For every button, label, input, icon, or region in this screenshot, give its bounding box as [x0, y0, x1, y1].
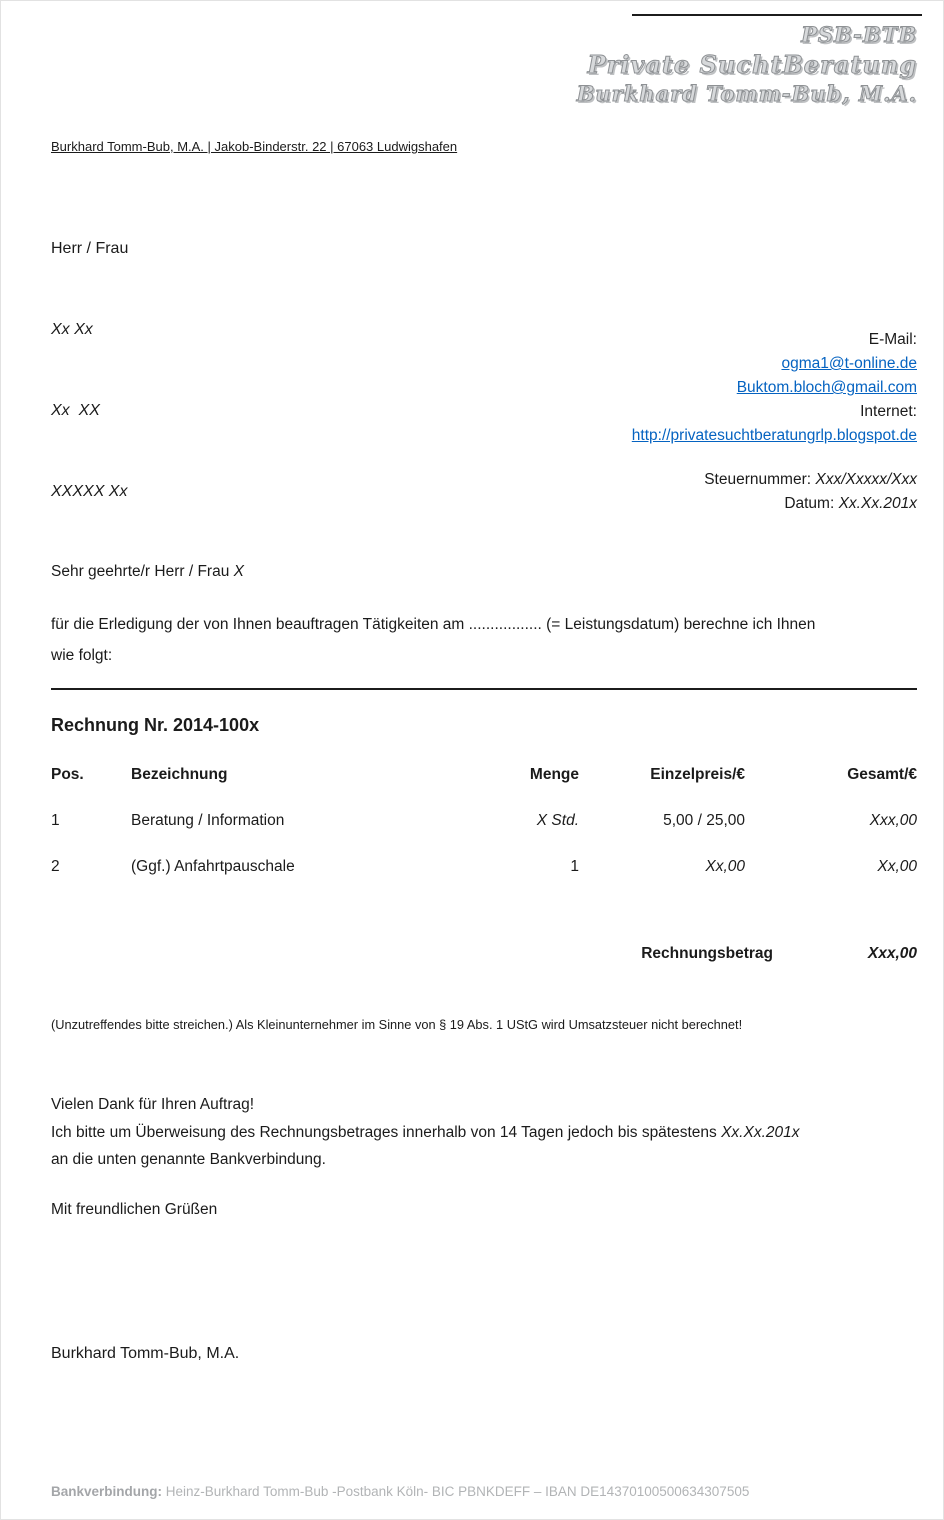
row2-bezeichnung: (Ggf.) Anfahrtpauschale: [131, 858, 295, 875]
email-line-2: [632, 376, 917, 400]
row1-menge: X Std.: [536, 812, 579, 829]
bank-details-footer: [51, 1484, 749, 1499]
tax-number-label: Steuernummer:: [704, 471, 812, 488]
recipient-street-placeholder: Xx XX: [51, 402, 100, 419]
email-link-primary[interactable]: ogma1@t-online.de: [781, 355, 917, 372]
contact-block: [632, 328, 917, 448]
row2-einzelpreis: Xx,00: [705, 858, 745, 875]
column-header-bezeichnung: Bezeichnung: [131, 766, 228, 783]
total-value: Xxx,00: [867, 945, 917, 962]
email-line-1: [632, 352, 917, 376]
tax-number-line: [704, 468, 917, 492]
signature-name: Burkhard Tomm-Bub, M.A.: [51, 1345, 240, 1362]
intro-line-2: wie folgt:: [51, 647, 113, 664]
intro-line-1: für die Erledigung der von Ihnen beauftragen Tätigkeiten am ................. (= Leistungsdatum) berechne ich Ihnen: [51, 616, 816, 633]
email-label: E-Mail:: [868, 331, 917, 348]
logo-line-private-suchtberatung: Private SuchtBeratung: [587, 49, 917, 79]
greeting-name-placeholder: X: [233, 563, 244, 580]
payment-terms-text: Ich bitte um Überweisung des Rechnungsbetrages innerhalb von 14 Tagen jedoch bis spätestens: [51, 1123, 717, 1141]
row1-pos: 1: [51, 812, 60, 829]
tax-number-value: Xxx/Xxxxx/Xxx: [815, 471, 917, 488]
greeting-text: Sehr geehrte/r Herr / Frau: [51, 563, 230, 580]
thanks-line: Vielen Dank für Ihren Auftrag!: [51, 1096, 255, 1113]
company-logo: [577, 21, 917, 108]
section-divider-rule: [51, 688, 917, 690]
date-value: Xx.Xx.201x: [838, 495, 917, 512]
website-line: [632, 424, 917, 448]
recipient-address-block: [51, 181, 128, 559]
row2-menge: 1: [570, 858, 579, 875]
date-line: [704, 492, 917, 516]
row1-einzelpreis: 5,00 / 25,00: [663, 812, 745, 829]
logo-line-psb-btb: PSB-BTB: [801, 22, 917, 47]
payment-terms-line-2: an die unten genannte Bankverbindung.: [51, 1151, 326, 1168]
invoice-total-row: [51, 945, 917, 963]
column-header-gesamt: Gesamt/€: [847, 766, 917, 783]
invoice-title: Rechnung Nr. 2014-100x: [51, 715, 260, 735]
recipient-name-placeholder: Xx Xx: [51, 321, 93, 338]
sender-address-line: Burkhard Tomm-Bub, M.A. | Jakob-Binderstr. 22 | 67063 Ludwigshafen: [51, 139, 458, 154]
website-link[interactable]: http://privatesuchtberatungrlp.blogspot.de: [631, 427, 917, 444]
invoice-table-header-row: [51, 763, 917, 787]
intro-paragraph: [51, 609, 915, 671]
small-print-note: (Unzutreffendes bitte streichen.) Als Kleinunternehmer im Sinne von § 19 Abs. 1 UStG wird Umsatzsteuer nicht berechnet!: [51, 1017, 743, 1032]
header-rule: [632, 14, 922, 16]
logo-line-owner-name: Burkhard Tomm-Bub, M.A.: [576, 81, 917, 107]
payment-deadline-placeholder: Xx.Xx.201x: [721, 1123, 800, 1141]
bank-details-label: Bankverbindung:: [51, 1484, 163, 1499]
total-label: Rechnungsbetrag: [641, 945, 773, 962]
row1-bezeichnung: Beratung / Information: [131, 812, 285, 829]
row2-pos: 2: [51, 858, 60, 875]
internet-label: Internet:: [860, 403, 917, 420]
row1-gesamt: Xxx,00: [869, 812, 917, 829]
date-label: Datum:: [784, 495, 835, 512]
closing-paragraph: [51, 1091, 800, 1174]
greeting-line: [51, 563, 244, 581]
recipient-city-placeholder: XXXXX Xx: [51, 483, 128, 500]
column-header-menge: Menge: [529, 766, 579, 783]
invoice-table: [51, 763, 917, 901]
table-row: [51, 809, 917, 833]
bank-details-value: Heinz-Burkhard Tomm-Bub -Postbank Köln- BIC PBNKDEFF – IBAN DE14370100500634307505: [165, 1484, 750, 1499]
recipient-salutation: Herr / Frau: [51, 240, 129, 257]
column-header-pos: Pos.: [51, 766, 84, 783]
row2-gesamt: Xx,00: [877, 858, 917, 875]
regards-line: Mit freundlichen Grüßen: [51, 1201, 218, 1218]
payment-terms-line: [51, 1119, 800, 1147]
email-link-secondary[interactable]: Buktom.bloch@gmail.com: [736, 379, 917, 396]
column-header-einzelpreis: Einzelpreis/€: [650, 766, 745, 783]
table-row: [51, 855, 917, 879]
tax-date-block: [704, 468, 917, 516]
